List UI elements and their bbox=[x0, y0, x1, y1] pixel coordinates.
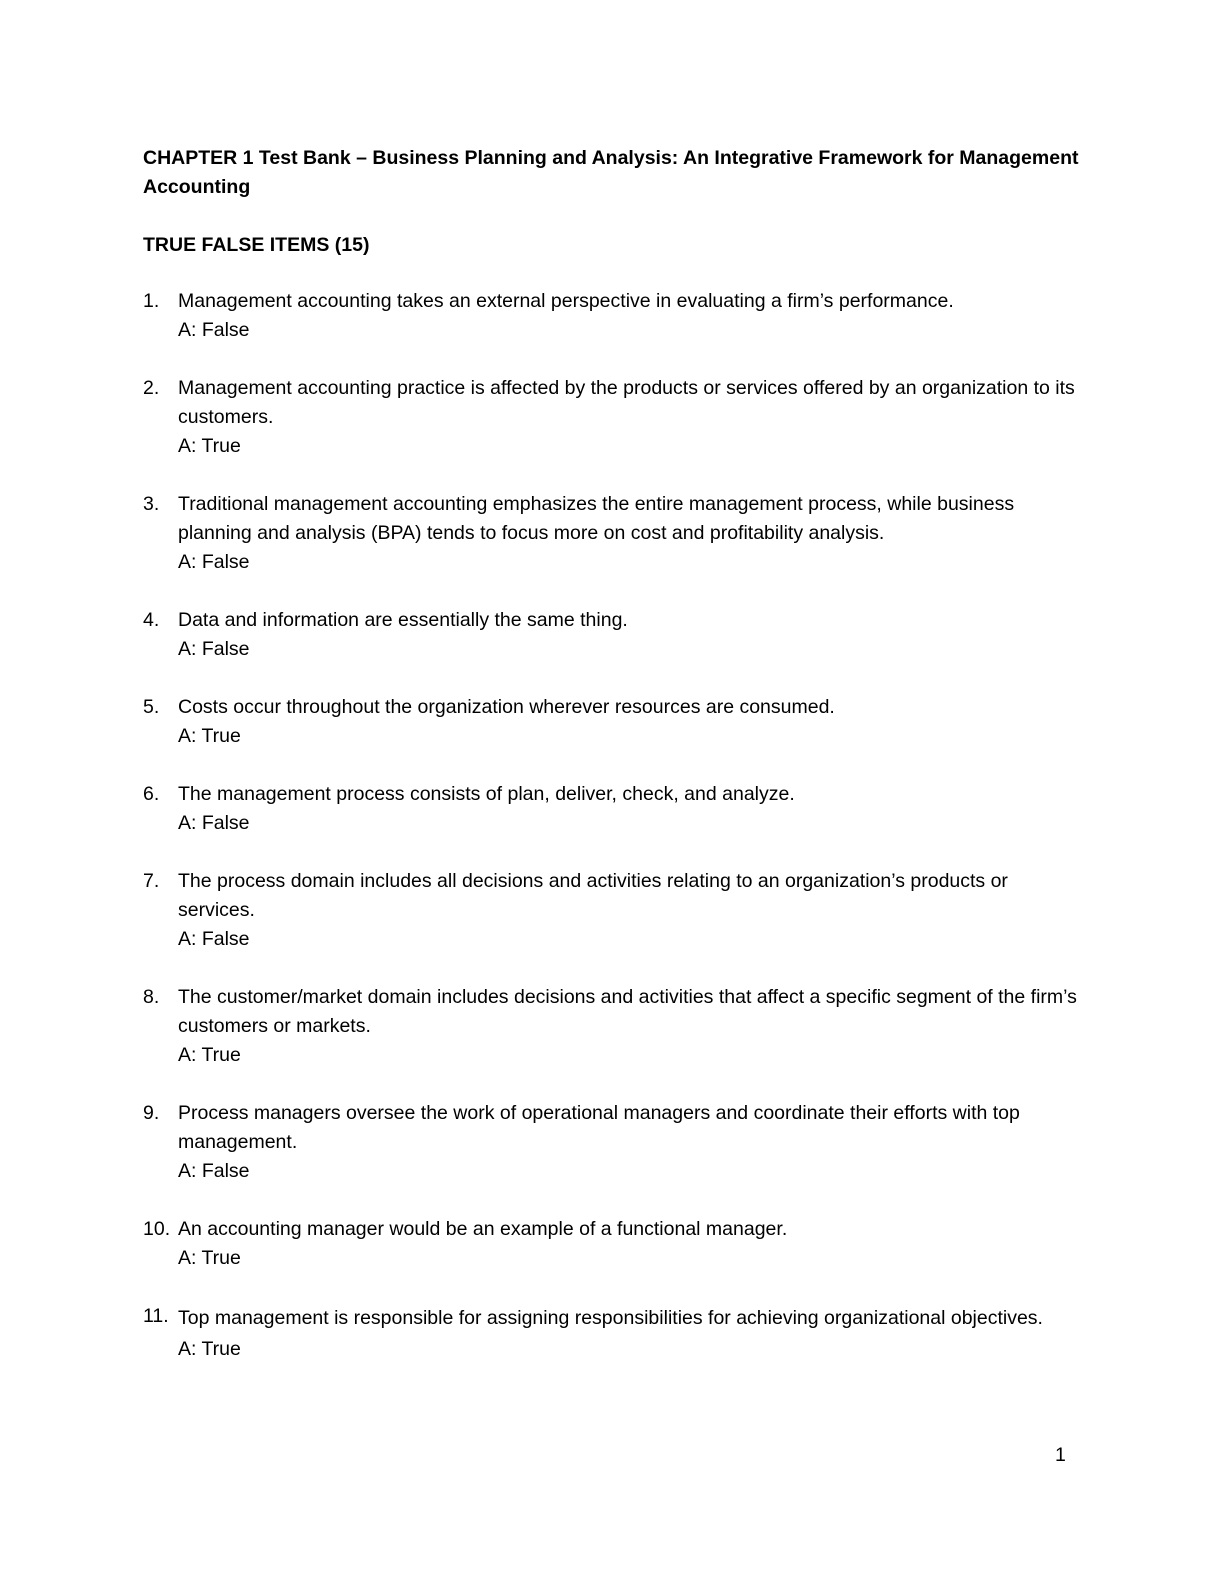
question-number: 6. bbox=[143, 783, 160, 805]
question-item bbox=[143, 374, 1083, 461]
question-item bbox=[143, 490, 1083, 577]
question-item bbox=[143, 1215, 1083, 1273]
question-text: Top management is responsible for assigning responsibilities for achieving organizational objectives. bbox=[178, 1307, 1043, 1329]
answer-text: A: False bbox=[178, 551, 250, 573]
question-number: 5. bbox=[143, 696, 160, 718]
question-number: 10. bbox=[143, 1218, 171, 1240]
answer-text: A: True bbox=[178, 435, 241, 457]
question-text: The process domain includes all decisions and activities relating to an organization’s products or services. bbox=[178, 870, 1008, 921]
document-body bbox=[143, 144, 1083, 1393]
answer-text: A: False bbox=[178, 812, 250, 834]
question-list bbox=[143, 287, 1083, 1364]
question-item bbox=[143, 1099, 1083, 1186]
question-number: 3. bbox=[143, 493, 160, 515]
question-number: 9. bbox=[143, 1102, 160, 1124]
question-number: 2. bbox=[143, 377, 160, 399]
answer-text: A: False bbox=[178, 319, 250, 341]
answer-text: A: True bbox=[178, 1247, 241, 1269]
answer-text: A: False bbox=[178, 1160, 250, 1182]
question-item bbox=[143, 1302, 1083, 1364]
question-text: An accounting manager would be an example of a functional manager. bbox=[178, 1218, 788, 1240]
question-item bbox=[143, 606, 1083, 664]
answer-text: A: True bbox=[178, 1044, 241, 1066]
question-text: Data and information are essentially the same thing. bbox=[178, 609, 628, 631]
question-item bbox=[143, 983, 1083, 1070]
question-number: 11. bbox=[143, 1305, 169, 1327]
section-heading: TRUE FALSE ITEMS (15) bbox=[143, 234, 370, 256]
question-number: 4. bbox=[143, 609, 160, 631]
document-title: CHAPTER 1 Test Bank – Business Planning and Analysis: An Integrative Framework for Management Accounting bbox=[143, 147, 1079, 198]
answer-text: A: True bbox=[178, 1338, 241, 1360]
answer-text: A: True bbox=[178, 725, 241, 747]
answer-text: A: False bbox=[178, 928, 250, 950]
question-item bbox=[143, 780, 1083, 838]
question-text: Management accounting practice is affected by the products or services offered by an organization to its customers. bbox=[178, 377, 1075, 428]
answer-text: A: False bbox=[178, 638, 250, 660]
question-text: Process managers oversee the work of operational managers and coordinate their efforts with top management. bbox=[178, 1102, 1020, 1153]
question-text: Management accounting takes an external perspective in evaluating a firm’s performance. bbox=[178, 290, 954, 312]
question-number: 8. bbox=[143, 986, 160, 1008]
question-text: The management process consists of plan, deliver, check, and analyze. bbox=[178, 783, 795, 805]
question-text: The customer/market domain includes decisions and activities that affect a specific segment of the firm’s customers or markets. bbox=[178, 986, 1077, 1037]
question-item bbox=[143, 287, 1083, 345]
question-number: 7. bbox=[143, 870, 160, 892]
question-text: Costs occur throughout the organization wherever resources are consumed. bbox=[178, 696, 835, 718]
question-item bbox=[143, 693, 1083, 751]
question-number: 1. bbox=[143, 290, 160, 312]
page-number: 1 bbox=[1055, 1444, 1066, 1466]
question-text: Traditional management accounting emphasizes the entire management process, while business planning and analysis (BPA) tends to focus more on cost and profitability analysis. bbox=[178, 493, 1015, 544]
question-item bbox=[143, 867, 1083, 954]
